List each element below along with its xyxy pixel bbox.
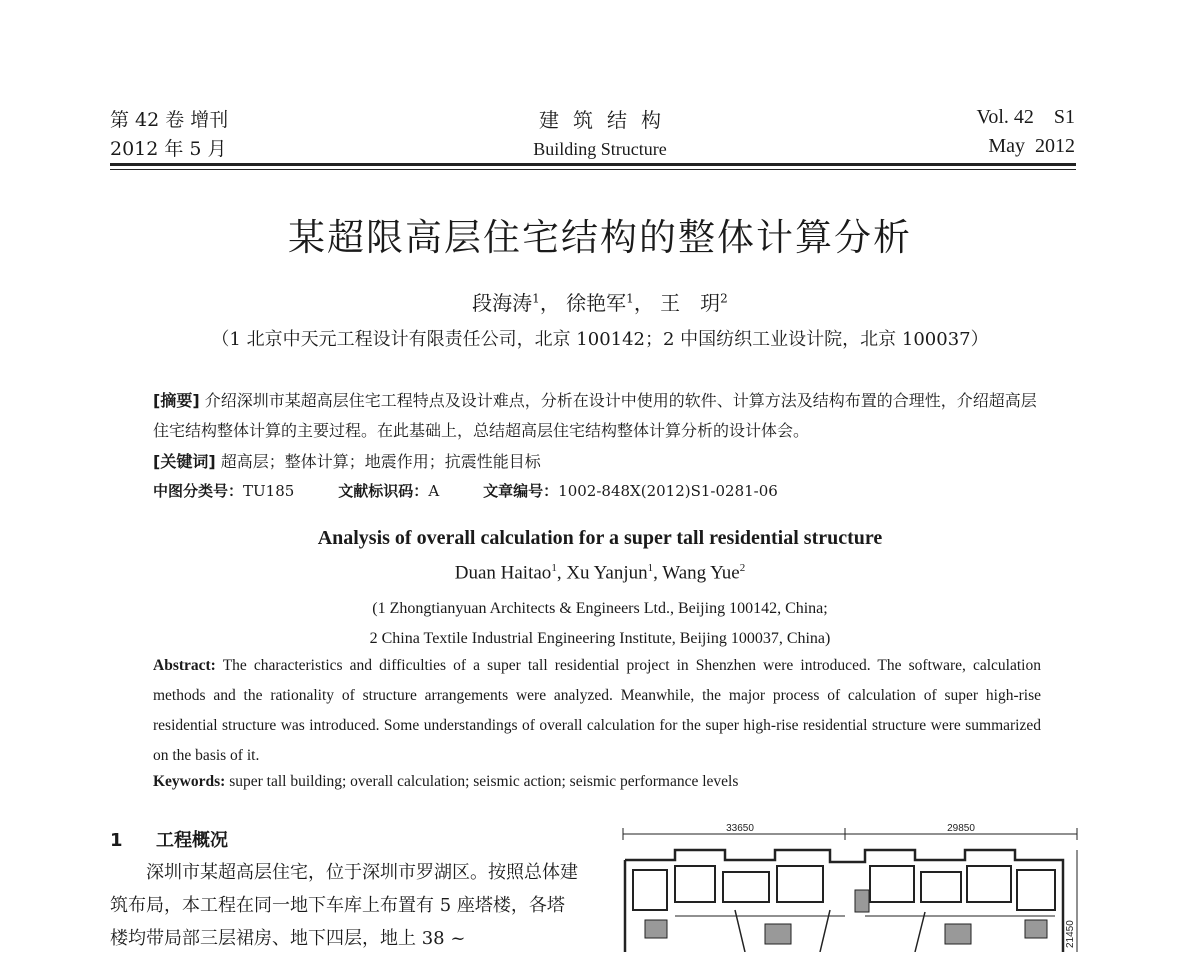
- author-name: 王 玥: [660, 291, 721, 315]
- date-line-en: May 2012: [988, 135, 1075, 157]
- author-affil-mark: 1: [532, 291, 540, 306]
- keywords-cn: [153, 449, 1043, 472]
- date-line: 2012 年 5 月: [110, 138, 227, 160]
- author-name-en: Duan Haitao: [454, 562, 552, 584]
- volume-line: 第 42 卷 增刊: [110, 109, 229, 131]
- keywords-en: [153, 773, 1041, 791]
- section-title: 工程概况: [156, 830, 228, 851]
- author-name: 段海涛: [472, 291, 533, 315]
- abstract-text-en: The characteristics and difficulties of a super tall residential project in Shenzhen were introduced. The software, calculation methods and the rationality of structure arrangements were analyzed. Meanwhile, the major process of calculation of super high-rise residential structure was introduced. Some understandings of overall calculation for the super high-rise residential structure were summarized on the basis of it.: [153, 657, 1041, 764]
- keywords-text-en: super tall building; overall calculation; seismic action; seismic performance levels: [229, 773, 739, 790]
- section-heading: [110, 826, 228, 852]
- author-name-en: Wang Yue: [662, 562, 740, 584]
- floor-plan-figure: [615, 820, 1085, 952]
- dimension-label-side: 21450: [1065, 920, 1076, 948]
- section-body: 深圳市某超高层住宅，位于深圳市罗湖区。按照总体建筑布局，本工程在同一地下车库上布置有 5 座塔楼，各塔楼均带局部三层裙房、地下四层，地上 38 ~: [110, 862, 578, 949]
- abstract-label-cn: [摘要]: [153, 391, 200, 410]
- author-affil-mark: 1: [551, 562, 557, 574]
- affiliation-line-1: (1 Zhongtianyuan Architects & Engineers Ltd., Beijing 100142, China;: [372, 600, 828, 617]
- paper-title-cn: 某超限高层住宅结构的整体计算分析: [288, 216, 912, 259]
- journal-volume-en: [976, 103, 1075, 161]
- journal-name-en: Building Structure: [533, 139, 667, 159]
- author-affil-mark: 1: [626, 291, 634, 306]
- author-list-en: Duan Haitao$^1$, Xu Yanjun$^1$, Wang Yue$^2$: [454, 562, 746, 584]
- author-list-cn: 段海涛$^1$， 徐艳军$^1$， 王 玥$^2$: [472, 291, 728, 315]
- header-rule-thick: [110, 163, 1076, 166]
- author-name-en: Xu Yanjun: [566, 562, 648, 584]
- affiliations-cn: （1 北京中天元工程设计有限责任公司，北京 100142；2 中国纺织工业设计院，北京 100037）: [211, 329, 989, 350]
- article-no-value: 1002-848X(2012)S1-0281-06: [558, 482, 778, 500]
- paper-title-en: Analysis of overall calculation for a super tall residential structure: [317, 527, 883, 549]
- affiliation-line-2: 2 China Textile Industrial Engineering Institute, Beijing 100037, China): [369, 630, 831, 647]
- clc-value: TU185: [243, 482, 295, 500]
- classification-info: [153, 480, 1043, 501]
- author-affil-mark: 2: [739, 562, 746, 574]
- abstract-text-cn: 介绍深圳市某超高层住宅工程特点及设计难点，分析在设计中使用的软件、计算方法及结构布置的合理性，介绍超高层住宅结构整体计算的主要过程。在此基础上，总结超高层住宅结构整体计算分析的设计体会。: [153, 391, 1037, 440]
- dimension-label: 29850: [947, 823, 975, 834]
- affiliations-en: [0, 594, 1200, 654]
- author-name: 徐艳军: [566, 291, 627, 315]
- dimension-label: 33650: [726, 823, 754, 834]
- header-rule-thin: [110, 169, 1076, 170]
- abstract-label-en: Abstract:: [153, 657, 216, 674]
- author-affil-mark: 2: [720, 291, 728, 306]
- doc-code-label: 文献标识码：: [338, 482, 429, 500]
- abstract-en: [153, 651, 1041, 771]
- keywords-label-cn: [关键词]: [153, 452, 216, 471]
- keywords-text-cn: 超高层；整体计算；地震作用；抗震性能目标: [220, 452, 541, 471]
- author-affil-mark: 1: [647, 562, 654, 574]
- section-number: 1: [110, 830, 123, 851]
- abstract-cn: [153, 386, 1043, 446]
- volume-line-en: Vol. 42 S1: [976, 106, 1075, 128]
- doc-code-value: A: [428, 482, 440, 500]
- article-no-label: 文章编号：: [483, 482, 559, 500]
- journal-name-cn: 建筑结构: [539, 108, 675, 132]
- clc-label: 中图分类号：: [153, 482, 244, 500]
- keywords-label-en: Keywords:: [153, 773, 226, 790]
